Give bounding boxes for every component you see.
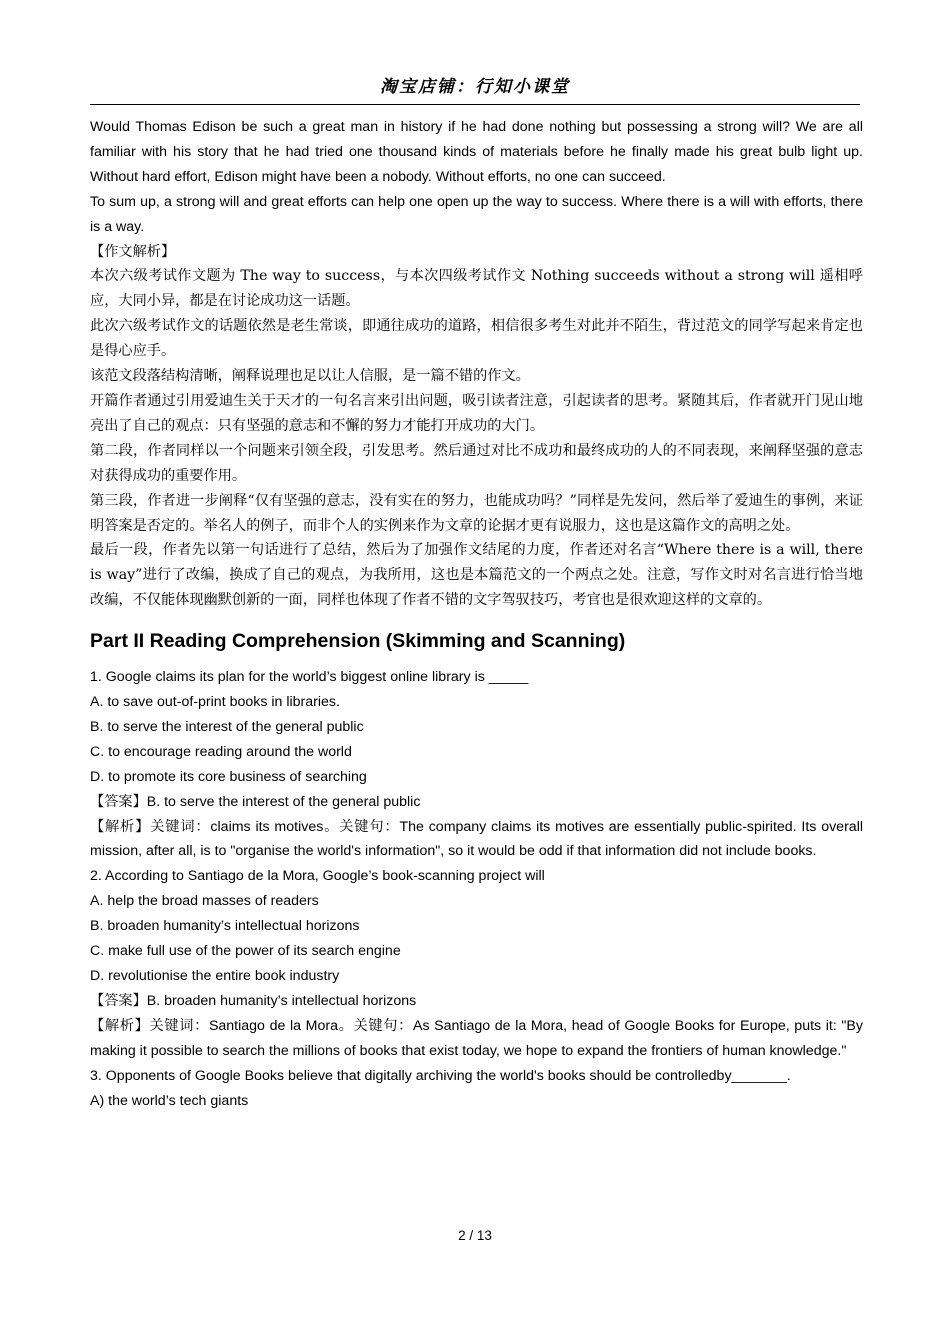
question-block: [90, 1064, 863, 1114]
analysis-paragraph: 开篇作者通过引用爱迪生关于天才的一句名言来引出问题，吸引读者注意，引起读者的思考。紧随其后，作者就开门见山地亮出了自己的观点：只有坚强的意志和不懈的努力才能打开成功的大门。: [90, 392, 863, 434]
analysis-paragraph: 本次六级考试作文题为 The way to success，与本次四级考试作文 Nothing succeeds without a strong will 遥相呼应，大同小异，都是在讨论成功这一话题。: [90, 268, 863, 310]
question-option: A) the world’s tech giants: [90, 1092, 249, 1109]
page-content: [90, 115, 863, 1113]
question-option: C. to encourage reading around the world: [90, 743, 352, 760]
analysis-paragraph: 该范文段落结构清晰，阐释说理也足以让人信服，是一篇不错的作文。: [90, 368, 530, 385]
question-option: A. to save out-of-print books in libraries.: [90, 694, 340, 711]
essay-paragraph: To sum up, a strong will and great efforts can help one open up the way to success. Where there is a will with efforts, there is a way.: [90, 193, 863, 235]
page-number: 2 / 13: [458, 1228, 492, 1243]
question-block: [90, 665, 863, 864]
question-option: C. make full use of the power of its search engine: [90, 943, 401, 960]
analysis-heading: 【作文解析】: [90, 243, 176, 260]
question-stem: 1. Google claims its plan for the world’s biggest online library is _____: [90, 669, 529, 686]
question-option: D. revolutionise the entire book industry: [90, 968, 340, 984]
question-option: A. help the broad masses of readers: [90, 893, 319, 910]
page-header: 淘宝店铺：行知小课堂: [380, 77, 570, 97]
analysis-paragraph: 第二段，作者同样以一个问题来引领全段，引发思考。然后通过对比不成功和最终成功的人的不同表现，来阐释坚强的意志对获得成功的重要作用。: [90, 442, 863, 484]
question-stem: 2. According to Santiago de la Mora, Google’s book-scanning project will: [90, 868, 545, 885]
analysis-paragraph: 第三段，作者进一步阐释“仅有坚强的意志，没有实在的努力，也能成功吗？”同样是先发问，然后举了爱迪生的事例，来证明答案是否定的。举名人的例子，而非个人的实例来作为文章的论据才更有说服力，这也是这篇作文的高明之处。: [90, 492, 863, 534]
question-block: [90, 864, 863, 1063]
question-option: B. broaden humanity’s intellectual horizons: [90, 918, 360, 935]
question-stem: 3. Opponents of Google Books believe that digitally archiving the world's books should be controlledby_______.: [90, 1067, 791, 1084]
header-divider: [90, 104, 860, 105]
essay-paragraph: Would Thomas Edison be such a great man in history if he had done nothing but possessing a strong will? We are all familiar with his story that he had tried one thousand kinds of materials before he finally made his great bulb light up. Without hard effort, Edison might have been a nobody. Without efforts, no one can succeed.: [90, 119, 863, 185]
question-option: B. to serve the interest of the general public: [90, 718, 364, 735]
analysis-paragraph: 此次六级考试作文的话题依然是老生常谈，即通往成功的道路，相信很多考生对此并不陌生，背过范文的同学写起来肯定也是得心应手。: [90, 318, 863, 360]
analysis-paragraph: 最后一段，作者先以第一句话进行了总结，然后为了加强作文结尾的力度，作者还对名言“Where there is a will, there is way”进行了改编，换成了自己的观点，为我所用，这也是本篇范文的一个两点之处。注意，写作文时对名言进行恰当地改编，不仅能体现幽默创新的一面，同样也体现了作者不错的文字驾驭技巧，考官也是很欢迎这样的文章的。: [90, 542, 863, 609]
question-explanation: 【解析】关键词：Santiago de la Mora。关键句：As Santiago de la Mora, head of Google Books for Europe, puts it: "By making it possible to search the millions of books that exist today, we hope to expand the frontiers of human knowledge.": [90, 1017, 863, 1059]
question-answer: 【答案】B. broaden humanity’s intellectual horizons: [90, 992, 417, 1009]
question-option: D. to promote its core business of searching: [90, 768, 367, 785]
question-answer: 【答案】B. to serve the interest of the general public: [90, 793, 421, 810]
question-explanation: 【解析】关键词：claims its motives。关键句：The company claims its motives are essentially public-spirited. Its overall mission, after all, is to "organise the world's information", so it would be odd if that information did not include books.: [90, 818, 863, 860]
section-title: Part II Reading Comprehension (Skimming and Scanning): [90, 630, 626, 653]
